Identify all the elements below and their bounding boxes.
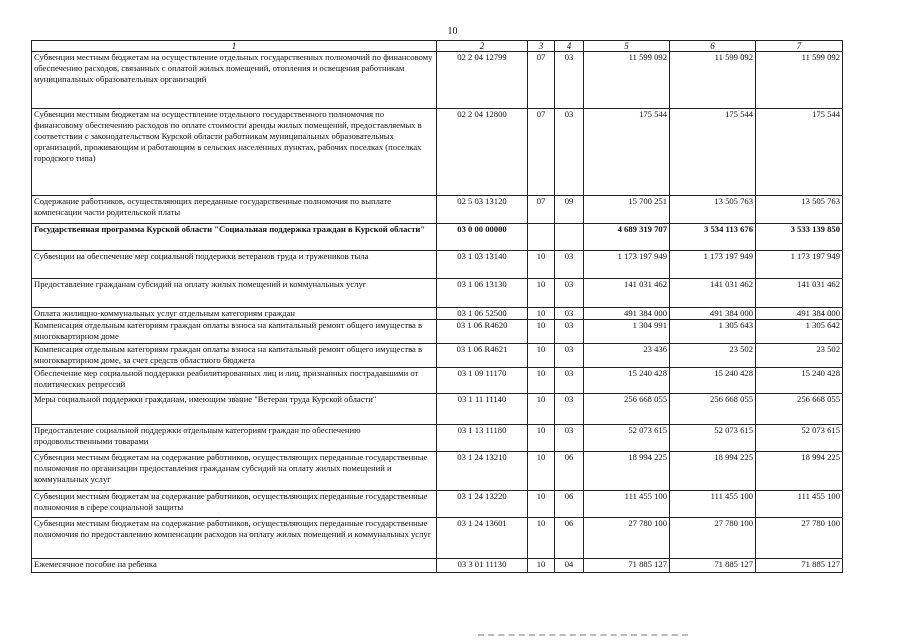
amount-year-3: 1 173 197 949: [756, 251, 843, 279]
amount-year-1: 15 700 251: [584, 196, 670, 224]
section-code: 10: [528, 559, 555, 573]
amount-year-1: 71 885 127: [584, 559, 670, 573]
column-number: 2: [437, 41, 528, 52]
row-name: Меры социальной поддержки гражданам, имеющим звание "Ветеран труда Курской области": [32, 394, 437, 425]
table-row: [32, 196, 843, 224]
amount-year-1: 15 240 428: [584, 368, 670, 394]
row-name: Содержание работников, осуществляющих переданные государственные полномочия по выплате компенсации части родительской платы: [32, 196, 437, 224]
budget-table: [31, 40, 843, 573]
subsection-code: 03: [555, 52, 584, 109]
row-name: Субвенции местным бюджетам на содержание работников, осуществляющих переданные государственные полномочия по организации предоставления гражданам субсидий на оплату жилых помещений и коммунальных услуг: [32, 452, 437, 491]
row-name: Оплата жилищно-коммунальных услуг отдельным категориям граждан: [32, 308, 437, 320]
column-number: 3: [528, 41, 555, 52]
row-name: Предоставление социальной поддержки отдельным категориям граждан по обеспечению продовольственными товарами: [32, 425, 437, 452]
amount-year-3: 491 384 000: [756, 308, 843, 320]
row-name: Обеспечение мер социальной поддержки реабилитированных лиц и лиц, признанных пострадавшими от политических репрессий: [32, 368, 437, 394]
target-article-code: 02 5 03 13120: [437, 196, 528, 224]
section-code: 07: [528, 52, 555, 109]
table-row: [32, 279, 843, 308]
amount-year-1: 491 384 000: [584, 308, 670, 320]
row-name: Субвенции местным бюджетам на осуществление отдельных государственных полномочий по финансовому обеспечению расходов, связанных с оплатой жилых помещений, отопления и освещения работникам муниципальных образовательных организаций: [32, 52, 437, 109]
table-row: [32, 224, 843, 251]
amount-year-1: 52 073 615: [584, 425, 670, 452]
section-code: 07: [528, 109, 555, 196]
amount-year-1: 111 455 100: [584, 491, 670, 518]
amount-year-1: 18 994 225: [584, 452, 670, 491]
amount-year-3: 175 544: [756, 109, 843, 196]
subsection-code: 03: [555, 308, 584, 320]
table-row: [32, 518, 843, 559]
target-article-code: 03 1 03 13140: [437, 251, 528, 279]
section-code: 07: [528, 196, 555, 224]
amount-year-1: 23 436: [584, 344, 670, 368]
amount-year-3: 15 240 428: [756, 368, 843, 394]
subsection-code: 03: [555, 394, 584, 425]
section-code: 10: [528, 308, 555, 320]
section-code: 10: [528, 394, 555, 425]
table-row: [32, 559, 843, 573]
subsection-code: 03: [555, 344, 584, 368]
target-article-code: 03 1 09 11170: [437, 368, 528, 394]
target-article-code: 02 2 04 12799: [437, 52, 528, 109]
target-article-code: 03 1 06 13130: [437, 279, 528, 308]
amount-year-2: 18 994 225: [670, 452, 756, 491]
table-row: [32, 452, 843, 491]
table-row: [32, 109, 843, 196]
table-row: [32, 425, 843, 452]
table-row: [32, 344, 843, 368]
amount-year-3: 71 885 127: [756, 559, 843, 573]
amount-year-2: 15 240 428: [670, 368, 756, 394]
amount-year-2: 71 885 127: [670, 559, 756, 573]
target-article-code: 03 1 24 13601: [437, 518, 528, 559]
subsection-code: 06: [555, 452, 584, 491]
section-code: 10: [528, 279, 555, 308]
target-article-code: 03 3 01 11130: [437, 559, 528, 573]
amount-year-3: 52 073 615: [756, 425, 843, 452]
column-number: 4: [555, 41, 584, 52]
section-code: 10: [528, 518, 555, 559]
target-article-code: 03 0 00 00000: [437, 224, 528, 251]
column-number-row: [32, 41, 843, 52]
subsection-code: 09: [555, 196, 584, 224]
target-article-code: 03 1 24 13210: [437, 452, 528, 491]
section-code: 10: [528, 425, 555, 452]
amount-year-2: 175 544: [670, 109, 756, 196]
amount-year-2: 11 599 092: [670, 52, 756, 109]
target-article-code: 03 1 06 R4621: [437, 344, 528, 368]
amount-year-2: 256 668 055: [670, 394, 756, 425]
table-row: [32, 308, 843, 320]
section-code: 10: [528, 344, 555, 368]
row-name: Компенсация отдельным категориям граждан оплаты взноса на капитальный ремонт общего имущества в многоквартирном доме: [32, 320, 437, 344]
target-article-code: 03 1 13 11180: [437, 425, 528, 452]
target-article-code: 03 1 06 R4620: [437, 320, 528, 344]
amount-year-2: 111 455 100: [670, 491, 756, 518]
subsection-code: 03: [555, 425, 584, 452]
amount-year-3: 141 031 462: [756, 279, 843, 308]
subsection-code: 06: [555, 518, 584, 559]
amount-year-3: 256 668 055: [756, 394, 843, 425]
target-article-code: 03 1 24 13220: [437, 491, 528, 518]
column-number: 7: [756, 41, 843, 52]
target-article-code: 02 2 04 12800: [437, 109, 528, 196]
amount-year-1: 1 304 991: [584, 320, 670, 344]
row-name: Ежемесячное пособие на ребенка: [32, 559, 437, 573]
section-code: 10: [528, 251, 555, 279]
section-code: 10: [528, 491, 555, 518]
amount-year-3: 23 502: [756, 344, 843, 368]
amount-year-2: 1 173 197 949: [670, 251, 756, 279]
amount-year-2: 141 031 462: [670, 279, 756, 308]
target-article-code: 03 1 11 11140: [437, 394, 528, 425]
amount-year-3: 3 533 139 850: [756, 224, 843, 251]
amount-year-2: 1 305 643: [670, 320, 756, 344]
amount-year-2: 27 780 100: [670, 518, 756, 559]
amount-year-1: 256 668 055: [584, 394, 670, 425]
amount-year-1: 1 173 197 949: [584, 251, 670, 279]
amount-year-2: 13 505 763: [670, 196, 756, 224]
subsection-code: 03: [555, 279, 584, 308]
row-name: Компенсация отдельным категориям граждан оплаты взноса на капитальный ремонт общего имущества в многоквартирном доме, за счет средств областного бюджета: [32, 344, 437, 368]
section-code: 10: [528, 452, 555, 491]
row-name: Предоставление гражданам субсидий на оплату жилых помещений и коммунальных услуг: [32, 279, 437, 308]
amount-year-2: 52 073 615: [670, 425, 756, 452]
subsection-code: 03: [555, 251, 584, 279]
amount-year-3: 27 780 100: [756, 518, 843, 559]
amount-year-2: 23 502: [670, 344, 756, 368]
amount-year-3: 13 505 763: [756, 196, 843, 224]
amount-year-1: 141 031 462: [584, 279, 670, 308]
column-number: 5: [584, 41, 670, 52]
table-row: [32, 491, 843, 518]
subsection-code: 03: [555, 368, 584, 394]
page-number: 10: [447, 26, 458, 37]
row-name: Государственная программа Курской области "Социальная поддержка граждан в Курской области": [32, 224, 437, 251]
table-row: [32, 394, 843, 425]
amount-year-1: 4 689 319 707: [584, 224, 670, 251]
column-number: 1: [32, 41, 437, 52]
amount-year-3: 1 305 642: [756, 320, 843, 344]
amount-year-2: 491 384 000: [670, 308, 756, 320]
amount-year-3: 18 994 225: [756, 452, 843, 491]
column-number: 6: [670, 41, 756, 52]
subsection-code: 03: [555, 320, 584, 344]
amount-year-1: 11 599 092: [584, 52, 670, 109]
subsection-code: 03: [555, 109, 584, 196]
table-row: [32, 320, 843, 344]
row-name: Субвенции местным бюджетам на содержание работников, осуществляющих переданные государственные полномочия по предоставлению компенсации расходов на оплату жилых помещений и коммунальных услуг: [32, 518, 437, 559]
amount-year-3: 111 455 100: [756, 491, 843, 518]
section-code: [528, 224, 555, 251]
row-name: Субвенции на обеспечение мер социальной поддержки ветеранов труда и тружеников тыла: [32, 251, 437, 279]
subsection-code: [555, 224, 584, 251]
table-row: [32, 52, 843, 109]
amount-year-3: 11 599 092: [756, 52, 843, 109]
table-row: [32, 368, 843, 394]
page-edge-marks: [478, 634, 688, 639]
amount-year-2: 3 534 113 676: [670, 224, 756, 251]
section-code: 10: [528, 368, 555, 394]
subsection-code: 06: [555, 491, 584, 518]
table-row: [32, 251, 843, 279]
amount-year-1: 175 544: [584, 109, 670, 196]
target-article-code: 03 1 06 52500: [437, 308, 528, 320]
subsection-code: 04: [555, 559, 584, 573]
section-code: 10: [528, 320, 555, 344]
row-name: Субвенции местным бюджетам на осуществление отдельного государственного полномочия по финансовому обеспечению расходов по оплате стоимости аренды жилых помещений, предоставляемых в соответствии с законодательством Курской области работникам муниципальных образовательных организаций, проживающим и работающим в сельских населенных пунктах, рабочих поселках (поселках городского типа): [32, 109, 437, 196]
row-name: Субвенции местным бюджетам на содержание работников, осуществляющих переданные государственные полномочия в сфере социальной защиты: [32, 491, 437, 518]
amount-year-1: 27 780 100: [584, 518, 670, 559]
